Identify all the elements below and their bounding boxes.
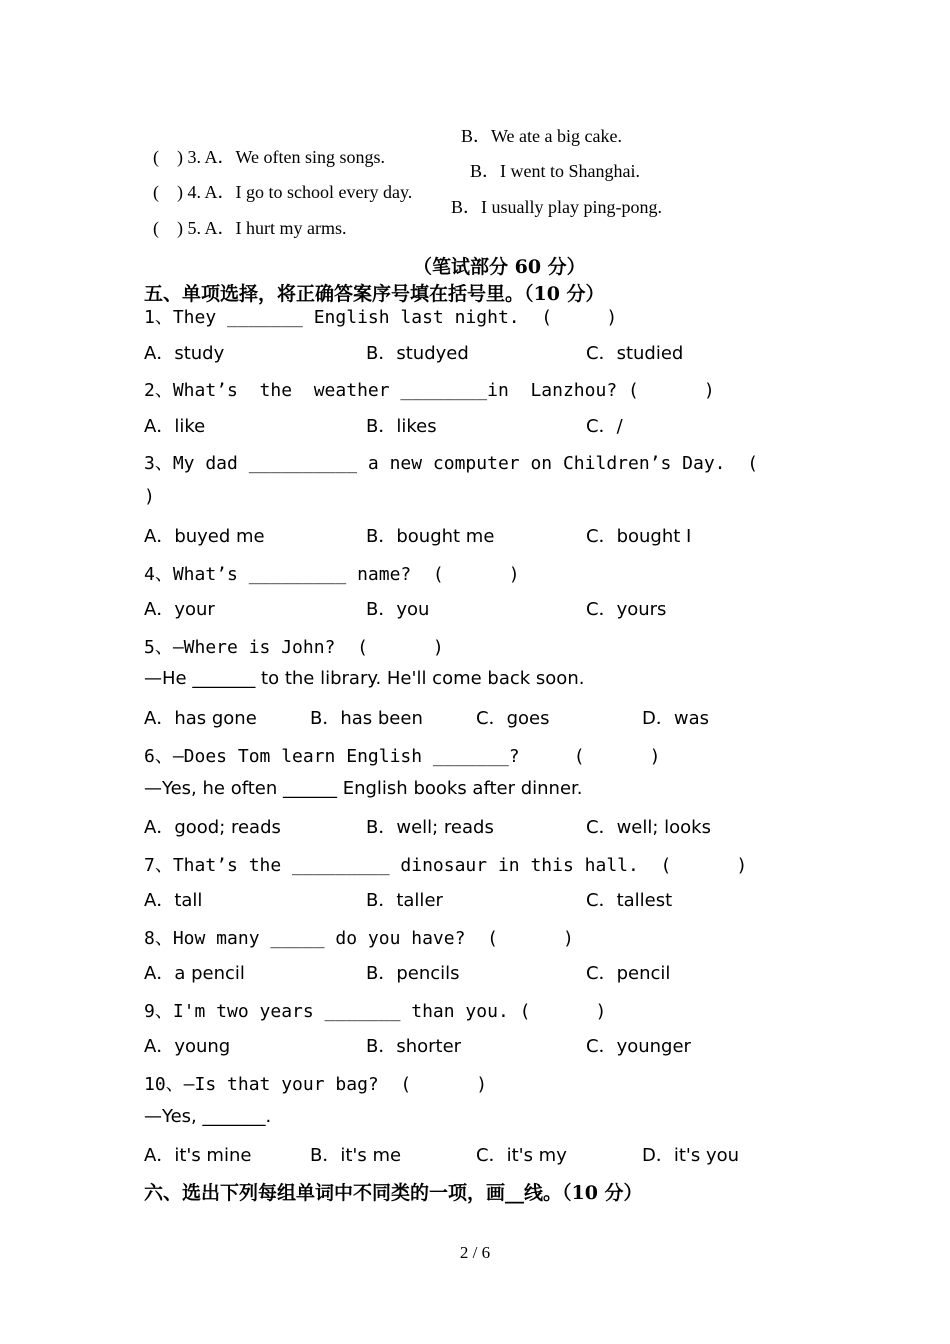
question-5-stem: 5、—Where is John? ( ) (144, 637, 444, 658)
question-6-line2: —Yes, he often ______ English books after dinner. (144, 778, 583, 799)
question-8-option-a: A．a pencil (144, 963, 245, 984)
question-10-option-c: C．it's my (476, 1145, 567, 1166)
question-3-option-c: C．bought I (586, 526, 692, 547)
question-2-option-a: A．like (144, 416, 206, 437)
question-9-option-a: A．young (144, 1036, 231, 1057)
question-10-option-b: B．it's me (310, 1145, 402, 1166)
listening-item-3-b: B．We ate a big cake. (461, 126, 622, 146)
question-1-stem: 1、They _______ English last night. ( ) (144, 307, 618, 328)
question-9-stem: 9、I'm two years _______ than you. ( ) (144, 1001, 607, 1022)
written-part-title: （笔试部分 60 分） (413, 256, 586, 278)
question-5-option-a: A．has gone (144, 708, 257, 729)
question-8-stem: 8、How many _____ do you have? ( ) (144, 928, 574, 949)
listening-item-4-b: B．I went to Shanghai. (470, 161, 640, 181)
question-9-option-c: C．younger (586, 1036, 691, 1057)
question-5-line2: —He _______ to the library. He'll come back soon. (144, 668, 585, 689)
question-4-option-b: B．you (366, 599, 430, 620)
question-10-stem: 10、—Is that your bag? ( ) (144, 1074, 488, 1095)
question-1-option-b: B．studyed (366, 343, 469, 364)
question-3-option-a: A．buyed me (144, 526, 265, 547)
question-4-stem: 4、What’s _________ name? ( ) (144, 564, 520, 585)
question-5-option-d: D．was (642, 708, 709, 729)
question-3-option-b: B．bought me (366, 526, 495, 547)
question-7-option-b: B．taller (366, 890, 443, 911)
question-6-option-c: C．well; looks (586, 817, 711, 838)
question-1-option-a: A．study (144, 343, 225, 364)
question-3-stem: 3、My dad __________ a new computer on Children’s Day. ( (144, 453, 759, 474)
question-7-option-a: A．tall (144, 890, 203, 911)
section6-title: 六、选出下列每组单词中不同类的一项，画__线。（10 分） (144, 1182, 643, 1204)
question-8-option-b: B．pencils (366, 963, 460, 984)
listening-item-4-a: ( ) 4. A．I go to school every day. (153, 182, 413, 202)
question-9-option-b: B．shorter (366, 1036, 462, 1057)
question-5-option-b: B．has been (310, 708, 423, 729)
question-4-option-c: C．yours (586, 599, 667, 620)
question-10-option-a: A．it's mine (144, 1145, 252, 1166)
question-1-option-c: C．studied (586, 343, 684, 364)
question-6-stem: 6、—Does Tom learn English _______? ( ) (144, 746, 661, 767)
listening-item-5-a: ( ) 5. A．I hurt my arms. (153, 218, 347, 238)
question-6-option-b: B．well; reads (366, 817, 494, 838)
page-number: 2 / 6 (459, 1243, 491, 1262)
question-3-stem-cont: ) (144, 486, 155, 507)
question-8-option-c: C．pencil (586, 963, 671, 984)
question-7-stem: 7、That’s the _________ dinosaur in this hall. ( ) (144, 855, 748, 876)
question-7-option-c: C．tallest (586, 890, 673, 911)
listening-item-5-b: B．I usually play ping-pong. (451, 197, 662, 217)
question-10-line2: —Yes, _______. (144, 1106, 272, 1127)
question-5-option-c: C．goes (476, 708, 550, 729)
question-2-option-b: B．likes (366, 416, 437, 437)
question-2-stem: 2、What’s the weather ________in Lanzhou? ( ) (144, 380, 715, 401)
question-10-option-d: D．it's you (642, 1145, 740, 1166)
listening-item-3-a: ( ) 3. A．We often sing songs. (153, 147, 386, 167)
listening-item-5 (144, 193, 346, 240)
question-4-option-a: A．your (144, 599, 215, 620)
question-2-option-c: C．/ (586, 416, 623, 437)
section5-title: 五、单项选择，将正确答案序号填在括号里。（10 分） (144, 283, 605, 305)
question-6-option-a: A．good; reads (144, 817, 281, 838)
